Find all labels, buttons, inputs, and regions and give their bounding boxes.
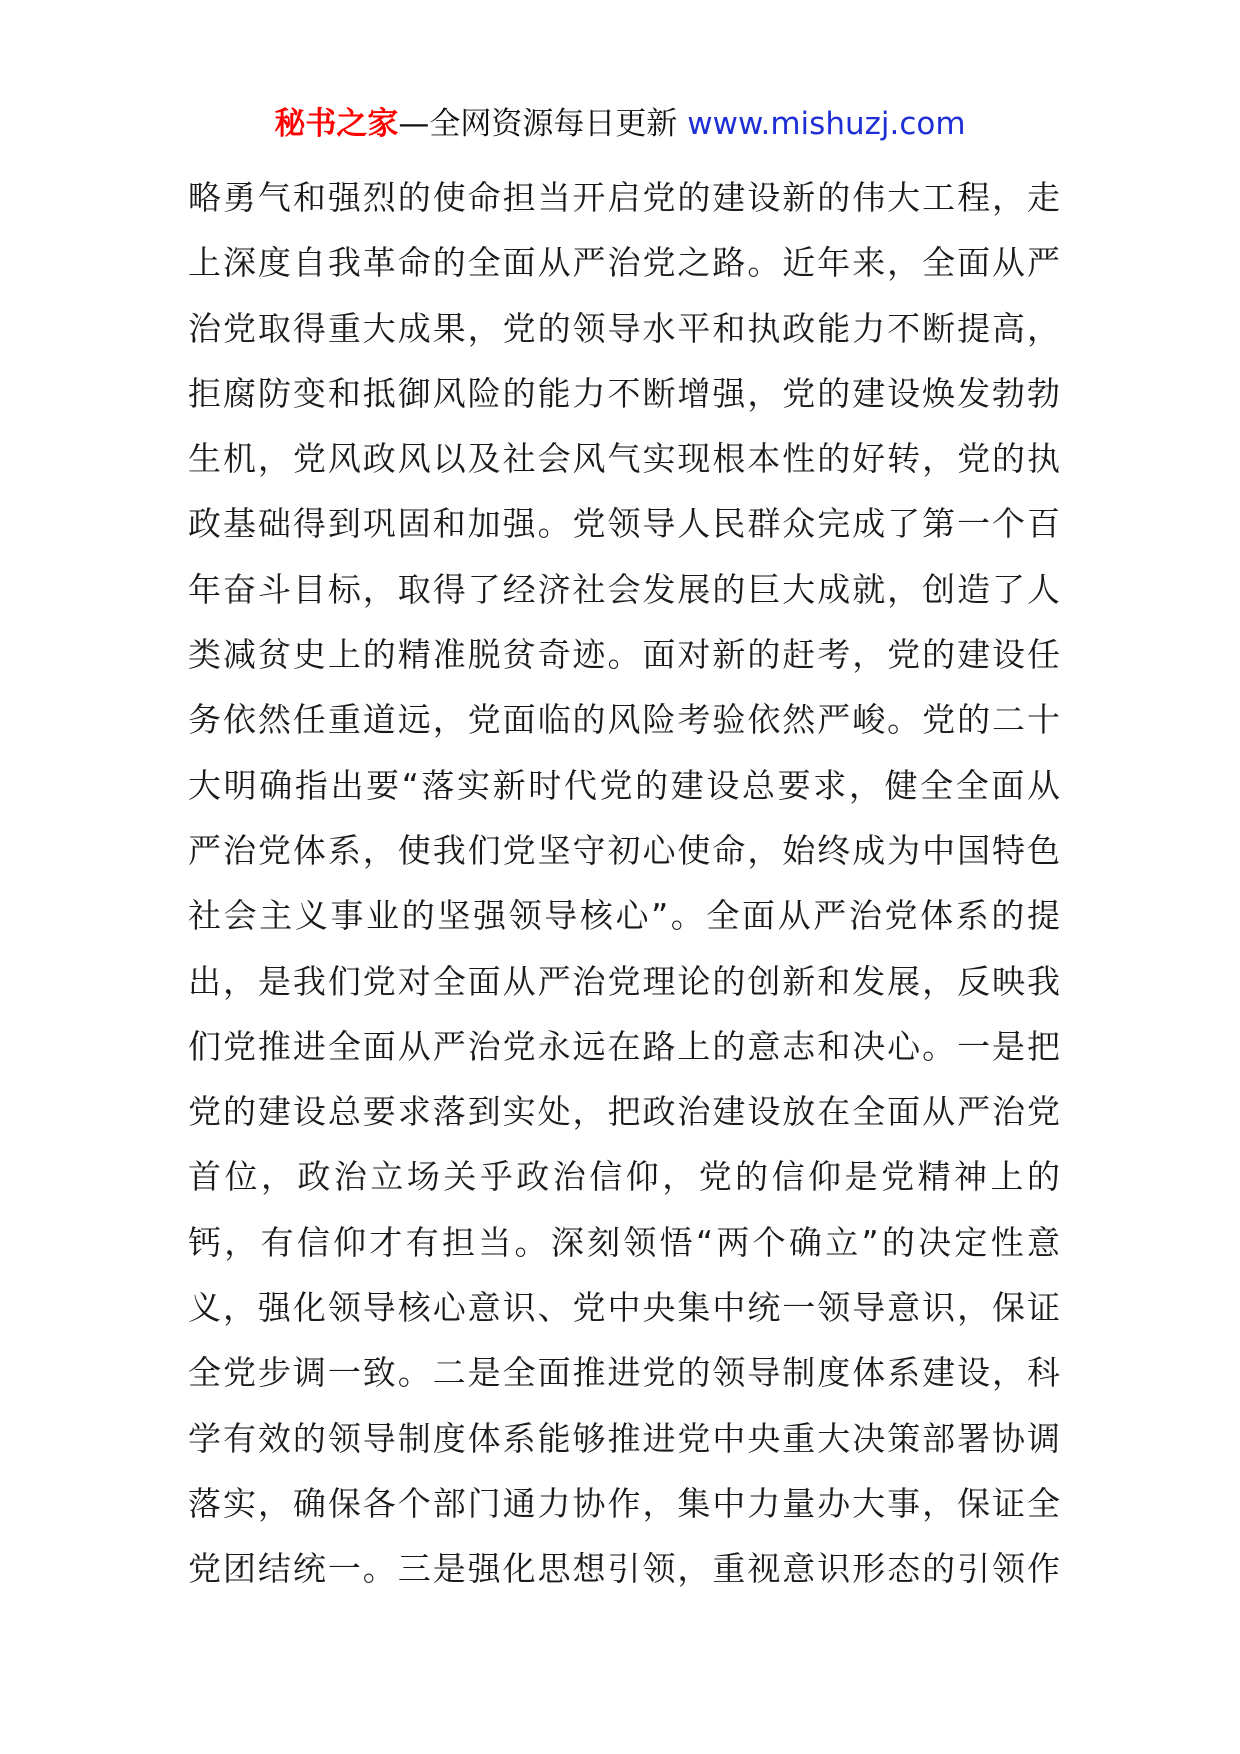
text-line: 年奋斗目标，取得了经济社会发展的巨大成就，创造了人 (188, 569, 1060, 609)
site-tagline: —全网资源每日更新 (398, 106, 688, 142)
text-line: 治党取得重大成果，党的领导水平和执政能力不断提高， (188, 308, 1060, 348)
text-line: 严治党体系，使我们党坚守初心使命，始终成为中国特色 (188, 830, 1060, 870)
text-line: 略勇气和强烈的使命担当开启党的建设新的伟大工程，走 (188, 178, 1060, 217)
text-line: 社会主义事业的坚强领导核心”。全面从严治党体系的提 (188, 896, 1060, 936)
text-line: 学有效的领导制度体系能够推进党中央重大决策部署协调 (188, 1418, 1060, 1458)
site-url-link[interactable]: www.mishuzj.com (687, 106, 966, 142)
text-line: 类减贫史上的精准脱贫奇迹。面对新的赶考，党的建设任 (188, 635, 1060, 675)
text-line: 党团结统一。三是强化思想引领，重视意识形态的引领作 (188, 1549, 1060, 1589)
document-body (188, 165, 1060, 1602)
text-line: 政基础得到巩固和加强。党领导人民群众完成了第一个百 (188, 504, 1060, 544)
text-line: 全党步调一致。二是全面推进党的领导制度体系建设，科 (188, 1353, 1060, 1393)
text-line: 落实，确保各个部门通力协作，集中力量办大事，保证全 (188, 1483, 1060, 1523)
text-line: 首位，政治立场关乎政治信仰，党的信仰是党精神上的 (188, 1157, 1060, 1197)
text-line: 们党推进全面从严治党永远在路上的意志和决心。一是把 (188, 1026, 1060, 1066)
text-line: 党的建设总要求落到实处，把政治建设放在全面从严治党 (188, 1092, 1060, 1132)
text-line: 钙，有信仰才有担当。深刻领悟“两个确立”的决定性意 (188, 1222, 1060, 1262)
text-line: 大明确指出要“落实新时代党的建设总要求，健全全面从 (188, 765, 1060, 805)
page-header (0, 104, 1240, 144)
text-line: 义，强化领导核心意识、党中央集中统一领导意识，保证 (188, 1288, 1060, 1328)
text-line: 生机，党风政风以及社会风气实现根本性的好转，党的执 (188, 439, 1060, 479)
site-brand: 秘书之家 (274, 106, 399, 142)
text-line: 出，是我们党对全面从严治党理论的创新和发展，反映我 (188, 961, 1060, 1001)
text-line: 上深度自我革命的全面从严治党之路。近年来，全面从严 (188, 243, 1060, 283)
text-line: 拒腐防变和抵御风险的能力不断增强，党的建设焕发勃勃 (188, 373, 1060, 413)
text-line: 务依然任重道远，党面临的风险考验依然严峻。党的二十 (188, 700, 1060, 740)
